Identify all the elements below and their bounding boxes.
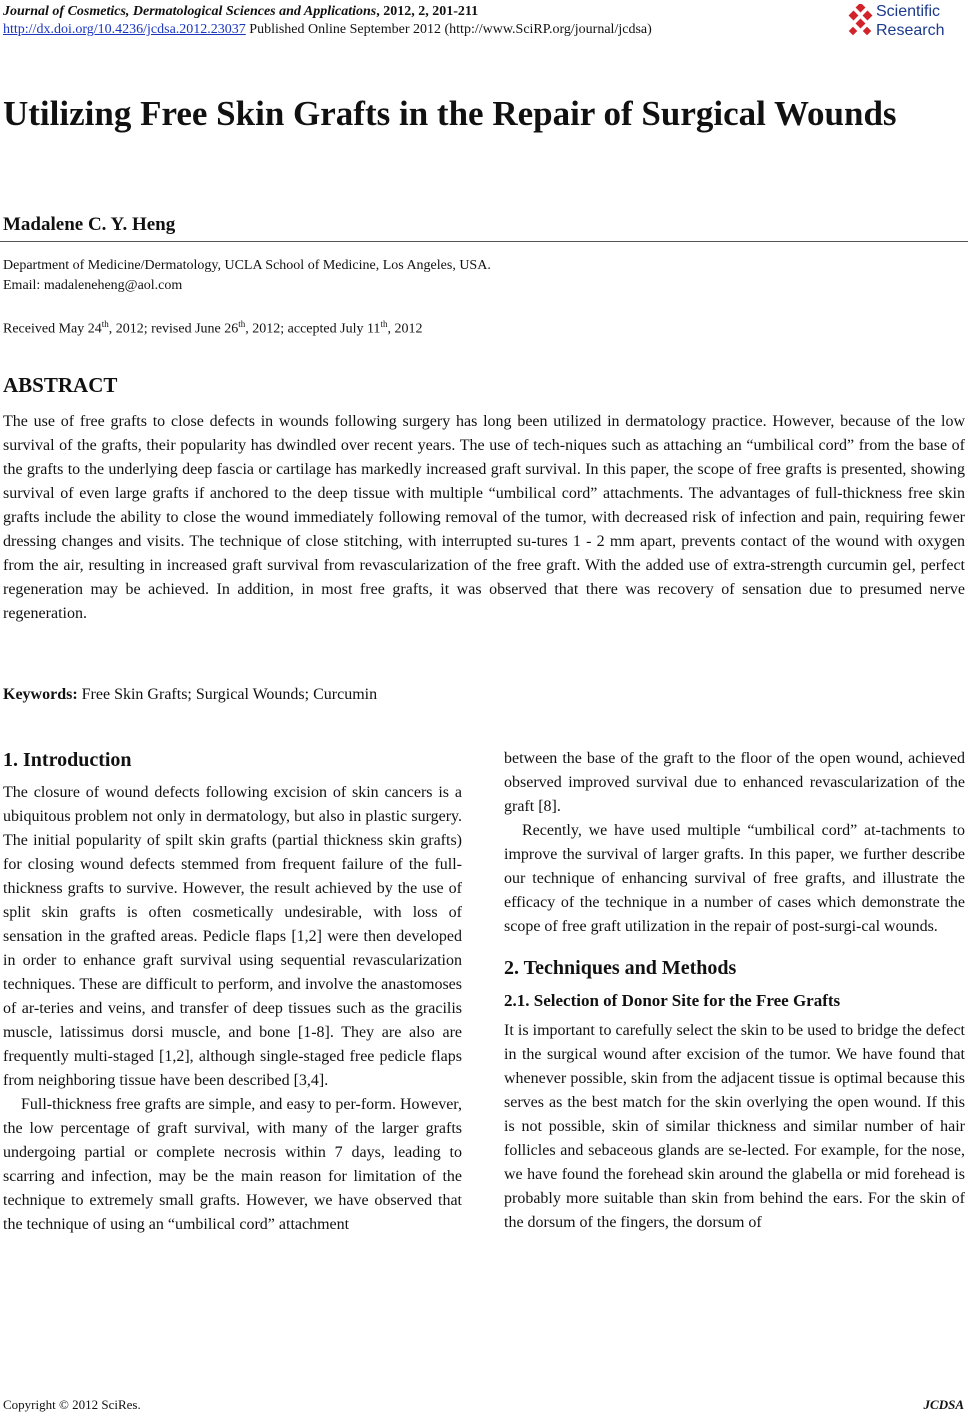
logo-wordmark	[876, 2, 944, 40]
journal-citation	[3, 3, 478, 20]
logo-line-2: Research	[876, 22, 945, 39]
article-title: Utilizing Free Skin Grafts in the Repair of Surgical Wounds	[3, 94, 897, 133]
received-text-3: , 2012; accepted July 11	[245, 321, 381, 337]
received-sup-1: th	[101, 319, 109, 329]
logo-line-1: Scientific	[876, 3, 941, 20]
doi-link[interactable]: http://dx.doi.org/10.4236/jcdsa.2012.23037	[3, 22, 246, 37]
introduction-paragraph-2: Full-thickness free grafts are simple, and easy to per-form. However, the low percentage of graft survival, with many of the larger grafts undergoing partial or complete necrosis within 7 days, leading to scarring and infection, may be the main reason for limitation of the technique to extremely small grafts. However, we have observed that the technique of using an “umbilical cord” attachment	[3, 1096, 462, 1233]
published-online-text: Published Online September 2012 (http://www.SciRP.org/journal/jcdsa)	[245, 22, 652, 37]
author-name: Madalene C. Y. Heng	[3, 214, 176, 235]
methods-heading: 2. Techniques and Methods	[504, 957, 737, 979]
copyright-footer: Copyright © 2012 SciRes.	[3, 1397, 141, 1412]
methods-subheading: 2.1. Selection of Donor Site for the Free Grafts	[504, 991, 841, 1010]
right-paragraph-2: Recently, we have used multiple “umbilical cord” at-tachments to improve the survival of larger grafts. In this paper, we further describe our technique of enhancing survival of free grafts, and illustrate the efficacy of the technique in a number of cases which demonstrate the scope of free graft utilization in the repair of post-surgi-cal wounds.	[504, 822, 965, 935]
volume-info: , 2012, 2, 201-211	[376, 4, 479, 19]
introduction-paragraph-1: The closure of wound defects following excision of skin cancers is a ubiquitous problem not only in dermatology, but also in plastic surgery. The initial popularity of spilt skin grafts (partial thickness skin grafts) for closing wound defects stemmed from frequent failure of the full-thickness grafts to survive. However, the result achieved by the use of split skin grafts is often cosmetically undesirable, with loss of sensation in the grafted areas. Pedicle flaps [1,2] were then developed in order to enhance graft survival using sequential revascularization techniques. These are difficult to perform, and involve the anastomoses of ar-teries and veins, and transfer of deep tissues such as the gracilis muscle, latissimus dorsi muscle, and bone [1-8]. They are also are frequently multi-staged [1,2], although single-staged free pedicle flaps from neighboring tissue have been described [3,4].	[3, 784, 462, 1089]
keywords-line	[3, 686, 377, 704]
received-text-2: , 2012; revised June 26	[108, 321, 239, 337]
affiliation: Department of Medicine/Dermatology, UCLA School of Medicine, Los Angeles, USA.	[3, 258, 491, 273]
scientific-research-logo	[848, 2, 966, 42]
right-paragraph-1: between the base of the graft to the floor of the open wound, achieved observed improved survival due to enhanced revascularization of the graft [8].	[504, 750, 965, 815]
received-text-1: Received May 24	[3, 321, 102, 337]
left-column	[3, 745, 462, 1237]
received-dates	[3, 314, 422, 340]
abstract-heading: ABSTRACT	[3, 373, 118, 397]
journal-name: Journal of Cosmetics, Dermatological Sciences and Applications	[3, 4, 377, 19]
received-sup-3: th	[380, 319, 388, 329]
methods-paragraph-1: It is important to carefully select the skin to be used to bridge the defect in the surgical wound after excision of the tumor. We have found that whenever possible, skin from the adjacent tissue is optimal because this serves as the best match for the skin overlying the open wound. If this is not possible, skin of similar thickness and similar number of hair follicles and sebaceous glands are se-lected. For example, for the nose, we have found the forehead skin around the glabella or mid forehead is probably more suitable than skin from behind the ears. For the skin of the dorsum of the fingers, the dorsum of	[504, 1022, 965, 1231]
received-text-4: , 2012	[387, 321, 423, 337]
logo-mark-icon	[848, 4, 874, 40]
right-column	[504, 747, 965, 1235]
keywords-label: Keywords:	[3, 686, 78, 703]
abstract-text: The use of free grafts to close defects in wounds following surgery has long been utilized in dermatology practice. However, because of the low survival of the grafts, their popularity has dwindled over recent years. The use of tech-niques such as attaching an “umbilical cord” from the base of the grafts to the underlying deep fascia or cartilage has markedly increased graft survival. In this paper, the scope of free grafts is presented, showing survival of even large grafts if anchored to the deep tissue with multiple “umbilical cord” attachments. The advantages of full-thickness free skin grafts include the ability to close the wound immediately following removal of the tumor, with decreased risk of infection and pain, requiring fewer dressing changes and visits. The technique of close stitching, with interrupted su-tures 1 - 2 mm apart, prevents contact of the wound with oxygen from the air, resulting in increased graft survival from revascularization of the free graft. With the added use of extra-strength curcumin gel, perfect regeneration may be achieved. In addition, in most free grafts, it was observed that there was recovery of sensation due to presumed nerve regeneration.	[3, 413, 965, 622]
author-divider	[0, 241, 968, 242]
author-email: Email: madaleneheng@aol.com	[3, 278, 183, 293]
keywords-list: Free Skin Grafts; Surgical Wounds; Curcumin	[77, 686, 378, 703]
journal-abbreviation-footer: JCDSA	[923, 1397, 964, 1412]
received-sup-2: th	[238, 319, 246, 329]
introduction-heading: 1. Introduction	[3, 749, 132, 771]
doi-line	[3, 21, 652, 38]
affiliation-block	[3, 256, 491, 296]
